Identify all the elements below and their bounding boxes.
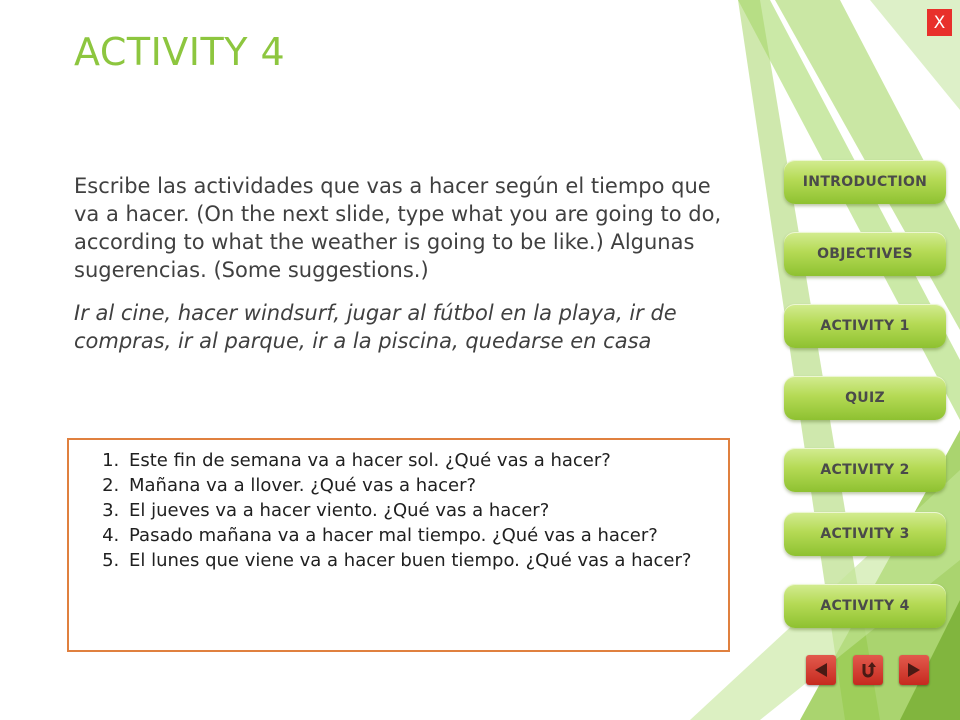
next-slide-button[interactable] (899, 655, 929, 685)
nav-button-activity-1[interactable]: ACTIVITY 1 (784, 304, 946, 348)
arrow-left-icon (812, 661, 830, 679)
arrow-right-icon (905, 661, 923, 679)
question-item: 2. Mañana va a llover. ¿Qué vas a hacer? (125, 473, 718, 498)
nav-button-quiz[interactable]: QUIZ (784, 376, 946, 420)
nav-button-activity-2[interactable]: ACTIVITY 2 (784, 448, 946, 492)
question-item: 5. El lunes que viene va a hacer buen tiempo. ¿Qué vas a hacer? (125, 548, 718, 573)
nav-button-activity-4[interactable]: ACTIVITY 4 (784, 584, 946, 628)
question-item: 4. Pasado mañana va a hacer mal tiempo. ¿Qué vas a hacer? (125, 523, 718, 548)
suggestions-text: Ir al cine, hacer windsurf, jugar al fútbol en la playa, ir de compras, ir al parque, ir a la piscina, quedarse en casa (74, 301, 677, 353)
questions-box (67, 438, 730, 652)
nav-button-introduction[interactable]: INTRODUCTION (784, 160, 946, 204)
return-icon (858, 660, 878, 680)
return-button[interactable] (853, 655, 883, 685)
previous-slide-button[interactable] (806, 655, 836, 685)
question-item: 1. Este fin de semana va a hacer sol. ¿Qué vas a hacer? (125, 448, 718, 473)
close-button[interactable]: X (927, 9, 952, 36)
instructions-text: Escribe las actividades que vas a hacer según el tiempo que va a hacer. (On the next slide, type what you are going to do, according to what the weather is going to be like.) Algunas sugerencias. (Some suggestions.) (74, 174, 722, 282)
question-item: 3. El jueves va a hacer viento. ¿Qué vas a hacer? (125, 498, 718, 523)
instructions-block (74, 172, 734, 355)
nav-button-activity-3[interactable]: ACTIVITY 3 (784, 512, 946, 556)
slide-title: ACTIVITY 4 (74, 30, 286, 74)
nav-button-objectives[interactable]: OBJECTIVES (784, 232, 946, 276)
questions-list (69, 440, 728, 573)
